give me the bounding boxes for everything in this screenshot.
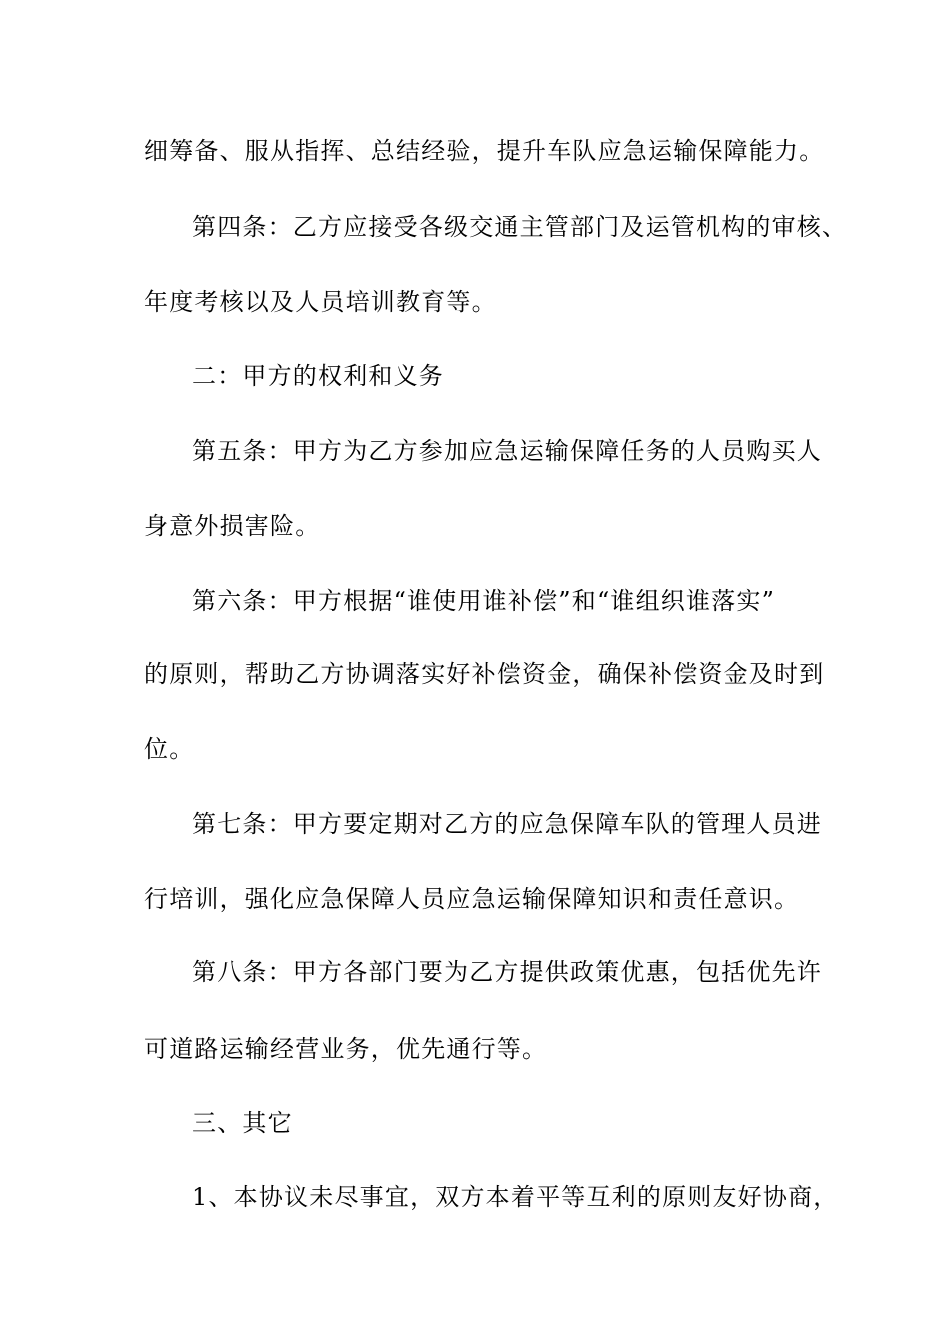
text-line-3: 年度考核以及人员培训教育等。 — [144, 288, 497, 316]
section-3-heading: 三、其它 — [192, 1109, 293, 1137]
article-6-heading-line: 第六条：甲方根据“谁使用谁补偿”和“谁组织谁落实” — [192, 587, 776, 615]
article-8-heading-line: 第八条：甲方各部门要为乙方提供政策优惠，包括优先许 — [192, 958, 822, 986]
article-4-heading-line: 第四条：乙方应接受各级交通主管部门及运管机构的审核、 — [192, 213, 848, 241]
text-line-1: 细筹备、服从指挥、总结经验，提升车队应急运输保障能力。 — [144, 137, 825, 165]
text-line-11: 行培训，强化应急保障人员应急运输保障知识和责任意识。 — [144, 885, 800, 913]
section-2-heading: 二：甲方的权利和义务 — [192, 362, 444, 390]
text-line-8: 的原则，帮助乙方协调落实好补偿资金，确保补偿资金及时到 — [144, 660, 825, 688]
text-line-6: 身意外损害险。 — [144, 512, 321, 540]
clause-1-line: 1、本协议未尽事宜，双方本着平等互利的原则友好协商， — [192, 1183, 839, 1211]
text-line-9: 位。 — [144, 735, 195, 763]
article-7-heading-line: 第七条：甲方要定期对乙方的应急保障车队的管理人员进 — [192, 810, 822, 838]
text-line-13: 可道路运输经营业务，优先通行等。 — [144, 1035, 548, 1063]
article-5-heading-line: 第五条：甲方为乙方参加应急运输保障任务的人员购买人 — [192, 437, 822, 465]
